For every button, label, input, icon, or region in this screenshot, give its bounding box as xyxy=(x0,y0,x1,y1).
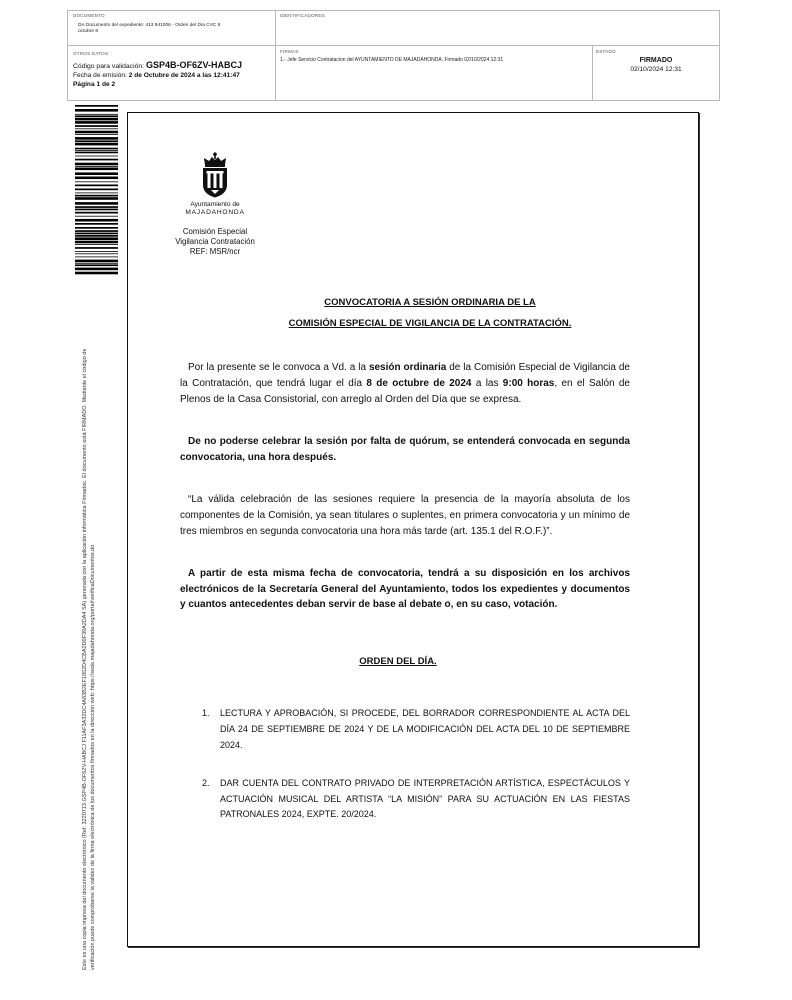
agenda-heading-text: ORDEN DEL DÍA. xyxy=(359,656,437,667)
barcode-bar xyxy=(75,223,118,225)
barcode-bar xyxy=(75,114,118,115)
agenda-item-number: 1. xyxy=(202,708,210,718)
barcode-bar xyxy=(75,257,118,258)
documento-line: octubre 8 xyxy=(78,29,99,34)
text-run: , en el Salón de Plenos de la Casa Consistorial, con arreglo al Orden del Día que se expresa. xyxy=(180,378,630,405)
issue-date-value: 2 de Octubre de 2024 a las 12:41:47 xyxy=(128,72,240,79)
barcode-bar xyxy=(75,235,118,237)
verification-side-note xyxy=(81,280,97,970)
text-run: de la Comisión Especial de Vigilancia de la Contratación, que tendrá lugar el día xyxy=(180,362,630,389)
status-date: 02/10/2024 12:31 xyxy=(630,66,682,73)
text-run-bold: 9:00 horas xyxy=(502,378,555,389)
barcode-bar xyxy=(75,219,118,222)
barcode-bar xyxy=(75,125,118,127)
barcode-bar xyxy=(75,251,118,252)
paragraph-documents-available: A partir de esta misma fecha de convocatoria, tendrá a su disposición en los archivos electrónicos de la Secretaría General del Ayuntamiento, todos los expedientes y documentos y cuantos antecedentes deban servir de base al debate o, en su caso, votación. xyxy=(180,568,630,610)
text-run-bold: 8 de octubre de 2024 xyxy=(366,378,472,389)
barcode-bar xyxy=(75,241,118,244)
barcode-bar xyxy=(75,230,118,232)
barcode-bar xyxy=(75,131,118,134)
logo-caption xyxy=(170,201,260,217)
barcode-bar xyxy=(75,121,118,124)
barcode-bar xyxy=(75,140,118,142)
paragraph-quorum: De no poderse celebrar la sesión por falta de quórum, se entenderá convocada en segunda convocatoria, una hora después. xyxy=(180,436,630,463)
barcode-bar xyxy=(75,105,118,107)
barcode-bar xyxy=(75,109,118,112)
documento-line: DA Documento del expediente: 413 941006 - Orden del Día CVC 8 xyxy=(78,23,221,28)
barcode-bar xyxy=(75,172,118,175)
committee-reference xyxy=(155,227,275,257)
side-note-line: Este es una copia impresa del documento electrónico (Ref: 3220713 GSP4B-OF6ZV-HABCJ F11AF3A32DC4A83B2EF1852D4CBA2D0F39A2DA4 SA) generada con la aplicación informática Firmadoc. El documento está FIRMADO. Mediante el código de xyxy=(82,348,88,970)
barcode-bar xyxy=(75,268,118,271)
barcode-bar xyxy=(75,143,118,146)
barcode-bar xyxy=(75,148,118,150)
documento-description xyxy=(78,23,268,35)
barcode-bar xyxy=(75,216,118,217)
reference-line: Vigilancia Contratación xyxy=(175,237,255,246)
validation-code-prefix: Código para validación: xyxy=(73,63,146,70)
page-number: Página 1 de 2 xyxy=(73,81,116,88)
documento-label: DOCUMENTO xyxy=(73,13,105,18)
barcode-bar xyxy=(75,197,118,200)
barcode-bar xyxy=(75,206,118,208)
title-line: COMISIÓN ESPECIAL DE VIGILANCIA DE LA CONTRATACIÓN. xyxy=(288,318,572,329)
barcode-bar xyxy=(75,128,118,129)
barcode-bar xyxy=(75,260,118,263)
barcode-bar xyxy=(75,181,118,182)
barcode-bar xyxy=(75,185,118,187)
title-line: CONVOCATORIA A SESIÓN ORDINARIA DE LA xyxy=(324,297,536,308)
barcode-bar xyxy=(75,212,118,214)
barcode-bar xyxy=(75,264,118,266)
logo-caption-line: Ayuntamiento de xyxy=(190,201,240,208)
barcode-bar xyxy=(75,177,118,180)
side-note-line: verificación puede comprobarse la validez de la firma electrónica de los documentos firmados en la dirección web: https://sede.majadahonda.org/portal/verificaDocumentos.do xyxy=(90,544,96,970)
barcode-bar xyxy=(75,272,118,275)
signature-entry: 1.- Jefe Servicio Contratacion del AYUNTAMIENTO DE MAJADAHONDA. Firmado 02/10/2024 12:31 xyxy=(280,57,504,63)
barcode-bar xyxy=(75,195,118,197)
logo-caption-line: MAJADAHONDA xyxy=(185,209,245,216)
agenda-item-text: DAR CUENTA DEL CONTRATO PRIVADO DE INTERPRETACIÓN ARTÍSTICA, ESPECTÁCULOS Y ACTUACIÓN MUSICAL DEL ARTISTA “LA MISIÓN” PARA SU ACTUACIÓN EN LAS FIESTAS PATRONALES 2024, EXPTE. 20/2024. xyxy=(220,778,630,819)
firmas-label: FIRMAS xyxy=(280,49,299,54)
barcode-bar xyxy=(75,253,118,254)
barcode-bar xyxy=(75,115,118,117)
barcode-bar xyxy=(75,202,118,205)
barcode-bar xyxy=(75,237,118,240)
majadahonda-crest-icon xyxy=(197,152,233,198)
barcode-bar xyxy=(75,166,118,167)
text-run: Por la presente se le convoca a Vd. a la xyxy=(188,362,369,373)
barcode-bar xyxy=(75,209,118,211)
barcode-bar xyxy=(75,159,118,161)
barcode-bar xyxy=(75,163,118,166)
agenda-item-number: 2. xyxy=(202,778,210,788)
stamp-column-divider xyxy=(275,11,276,100)
text-run-bold: sesión ordinaria xyxy=(368,362,447,373)
stamp-row-divider xyxy=(68,45,719,46)
barcode-bar xyxy=(75,244,118,245)
reference-line: REF: MSR/ncr xyxy=(189,247,241,256)
barcode xyxy=(75,105,118,275)
barcode-bar xyxy=(75,168,118,171)
barcode-bar xyxy=(75,263,118,264)
barcode-bar xyxy=(75,150,118,151)
barcode-bar xyxy=(75,134,118,135)
text-run: a las xyxy=(471,378,503,389)
signature-stamp-table xyxy=(67,10,720,101)
barcode-bar xyxy=(75,137,118,140)
barcode-bar xyxy=(75,193,118,194)
document-title xyxy=(230,292,630,334)
barcode-bar xyxy=(75,152,118,154)
identificadores-label: IDENTIFICADORES xyxy=(280,13,325,18)
barcode-bar xyxy=(75,156,118,157)
status-value: FIRMADO xyxy=(639,57,673,64)
paragraph-convocatoria xyxy=(180,360,630,408)
reference-line: Comisión Especial xyxy=(182,227,248,236)
issue-date-prefix: Fecha de emisión: xyxy=(73,72,129,79)
barcode-bar xyxy=(75,233,118,235)
barcode-bar xyxy=(75,118,118,121)
agenda-heading xyxy=(298,656,498,668)
barcode-bar xyxy=(75,227,118,229)
validation-code xyxy=(73,60,242,70)
issue-date xyxy=(73,72,240,79)
estado-label: ESTADO xyxy=(596,49,616,54)
otros-datos-label: OTROS DATOS xyxy=(73,51,109,56)
agenda-item-text: LECTURA Y APROBACIÓN, SI PROCEDE, DEL BORRADOR CORRESPONDIENTE AL ACTA DEL DÍA 24 DE SEPTIEMBRE DE 2024 Y DE LA MODIFICACIÓN DEL ACTA DEL 10 DE SEPTIEMBRE 2024. xyxy=(220,708,630,750)
barcode-bar xyxy=(75,247,118,249)
barcode-bar xyxy=(75,189,118,191)
paragraph-rof-quote: “La válida celebración de las sesiones requiere la presencia de la mayoría absoluta de los componentes de la Comisión, ya sean titulares o suplentes, en primera convocatoria y un mínimo de tres miembros en segunda convocatoria una hora más tarde (art. 135.1 del R.O.F.)”. xyxy=(180,494,630,537)
validation-code-value: GSP4B-OF6ZV-HABCJ xyxy=(145,60,242,70)
